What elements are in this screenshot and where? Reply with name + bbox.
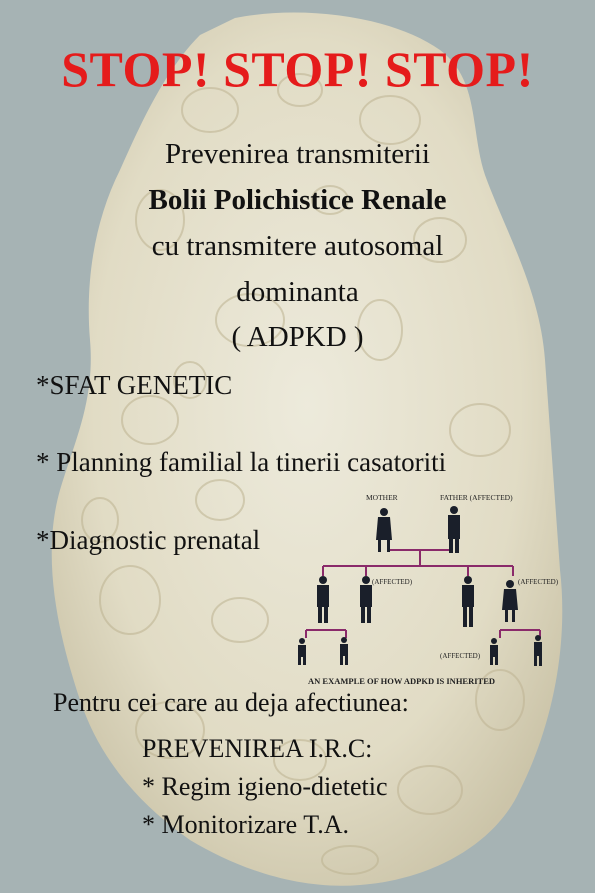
affected-label-1: (AFFECTED) <box>372 578 413 586</box>
stop-banner: STOP! STOP! STOP! <box>61 41 534 97</box>
prevention-item-1: * Regim igieno-dietetic <box>142 772 388 801</box>
bullet-sfat-genetic: *SFAT GENETIC <box>36 370 233 400</box>
prevention-heading: PREVENIREA I.R.C: <box>142 734 373 763</box>
title-line-3: cu transmitere autosomal <box>151 230 444 262</box>
pedigree-diagram <box>288 488 563 688</box>
child-figure-3 <box>462 576 474 627</box>
prevention-intro: Pentru cei care au deja afectiunea: <box>53 688 409 717</box>
title-line-1: Prevenirea transmiterii <box>165 138 430 170</box>
child-figure-2 <box>360 576 372 623</box>
child-figure-1 <box>317 576 329 623</box>
father-figure <box>448 506 460 553</box>
affected-label-2: (AFFECTED) <box>518 578 559 586</box>
title-line-5: ( ADPKD ) <box>231 321 364 353</box>
pedigree-caption: AN EXAMPLE OF HOW ADPKD IS INHERITED <box>308 676 496 686</box>
title-line-4: dominanta <box>236 276 359 308</box>
father-label: FATHER (AFFECTED) <box>440 493 513 502</box>
prevention-item-2: * Monitorizare T.A. <box>142 810 349 839</box>
grandchild-figure-2 <box>340 637 348 665</box>
grandchild-figure-3 <box>490 638 498 665</box>
title-line-2: Bolii Polichistice Renale <box>148 184 447 216</box>
mother-figure <box>376 508 392 552</box>
grandchild-figure-1 <box>298 638 306 665</box>
affected-label-3: (AFFECTED) <box>440 652 481 660</box>
bullet-diagnostic-prenatal: *Diagnostic prenatal <box>36 525 261 555</box>
child-figure-4 <box>502 580 518 622</box>
bullet-planning-familial: * Planning familial la tinerii casatoriti <box>36 447 447 477</box>
mother-label: MOTHER <box>366 493 398 502</box>
grandchild-figure-4 <box>534 635 542 666</box>
